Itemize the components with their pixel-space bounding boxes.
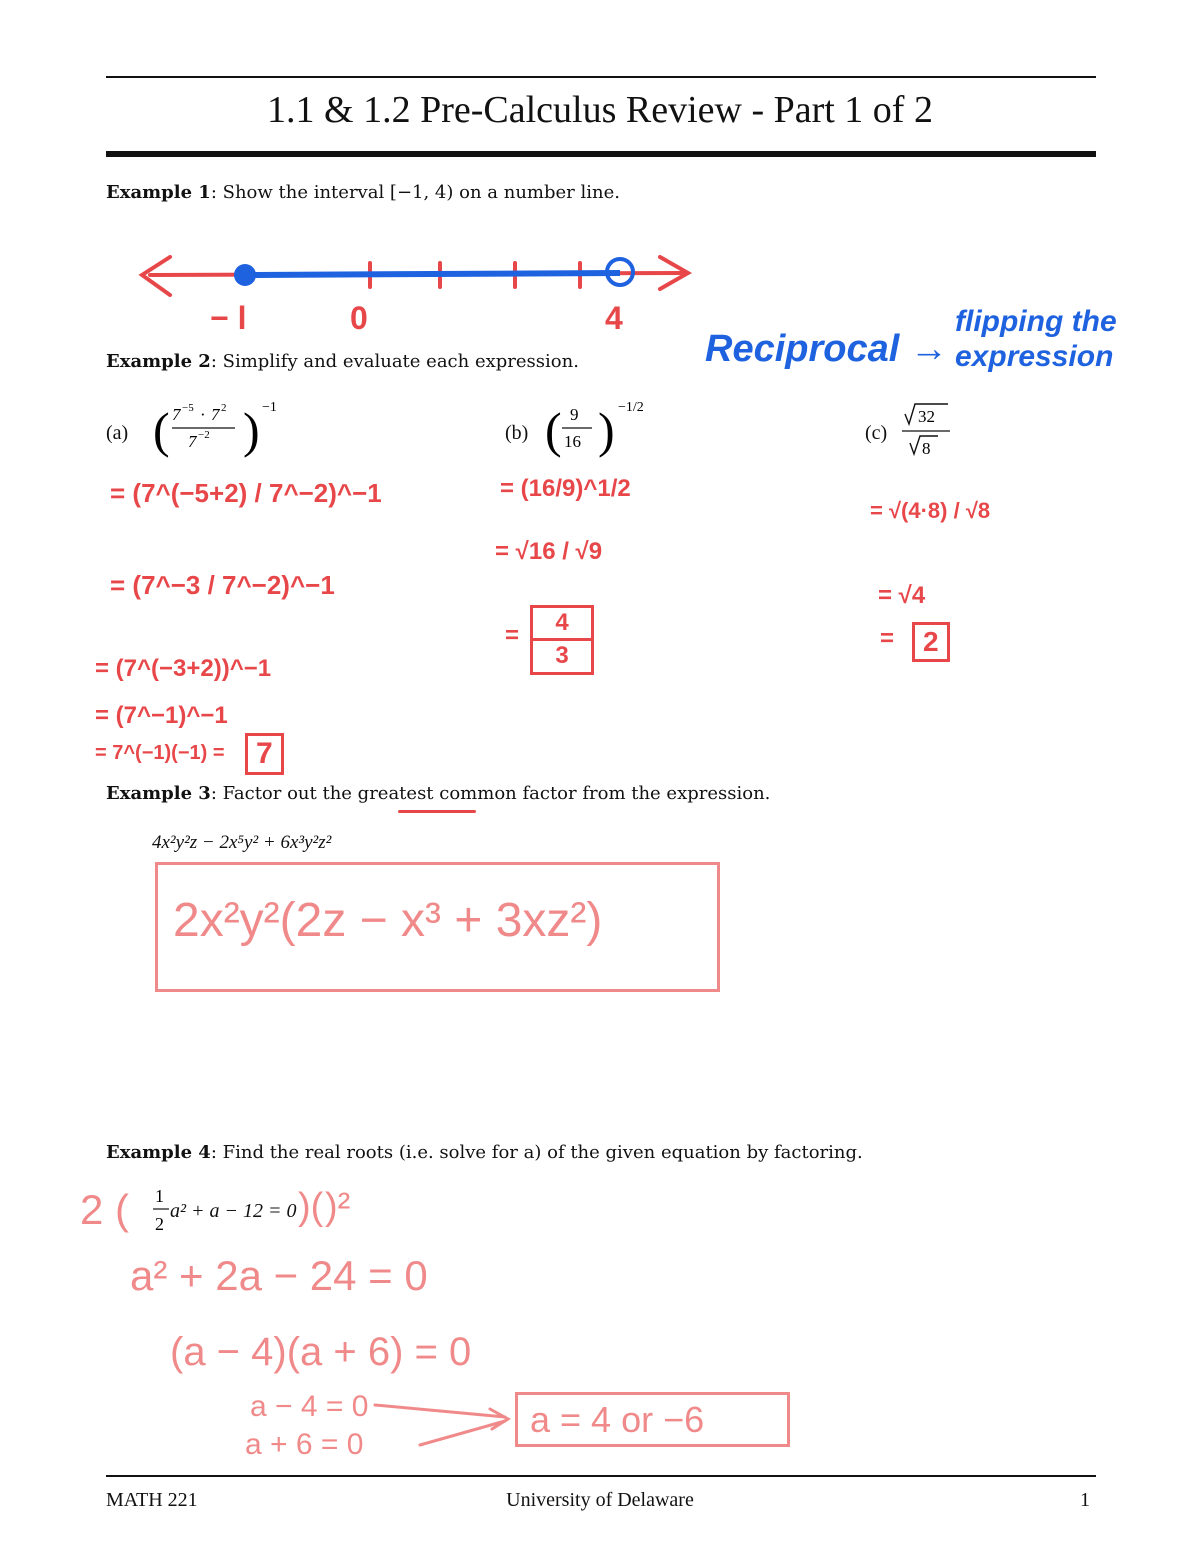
example-2-text: : Simplify and evaluate each expression. [210, 351, 579, 372]
example-4-step-2: (a − 4)(a + 6) = 0 [170, 1330, 472, 1374]
footer-school: University of Delaware [506, 1489, 694, 1511]
example-4-arrows [370, 1395, 520, 1455]
svg-text:16: 16 [564, 432, 581, 451]
part-a-step-1: = (7^(−5+2) / 7^−2)^−1 [110, 478, 382, 508]
example-3-answer-box [155, 862, 720, 992]
example-3-answer: 2x²y²(2z − x³ + 3xz²) [173, 894, 603, 947]
tick-label-four: 4 [605, 300, 623, 336]
part-b-label: (b) [505, 422, 529, 444]
part-a-step-4: = (7^−1)^−1 [95, 702, 228, 729]
closed-endpoint [234, 264, 256, 286]
example-2-label: Example 2 [106, 351, 211, 372]
part-a-step-2: = (7^−3 / 7^−2)^−1 [110, 570, 335, 600]
svg-text:(: ( [545, 402, 562, 458]
svg-text:2: 2 [155, 1214, 164, 1234]
example-4-step-3a: a − 4 = 0 [250, 1390, 369, 1423]
svg-text:−2: −2 [198, 429, 210, 441]
example-1-prompt [106, 182, 620, 203]
part-a-answer: 7 [245, 733, 284, 775]
footer-page-number: 1 [1080, 1489, 1090, 1511]
svg-text:(: ( [153, 402, 170, 458]
part-b-step-1: = (16/9)^1/2 [500, 475, 631, 502]
example-1-label: Example 1 [106, 182, 211, 203]
example-4-squared: )² [325, 1186, 351, 1228]
part-c-answer: 2 [912, 622, 950, 662]
part-b-step-3: = [505, 622, 520, 649]
part-c-step-3: = [880, 625, 895, 652]
part-a-step-5: = 7^(−1)(−1) = [95, 742, 225, 764]
part-c-step-2: = √4 [878, 582, 926, 609]
svg-text:7: 7 [188, 432, 197, 451]
svg-text:7: 7 [172, 405, 181, 424]
svg-text:·: · [200, 405, 206, 424]
svg-text:7: 7 [211, 405, 220, 424]
part-b-step-2: = √16 / √9 [495, 538, 603, 565]
example-4-prompt [106, 1142, 863, 1163]
reciprocal-note: Reciprocal → [705, 328, 948, 370]
svg-text:−1: −1 [262, 400, 277, 415]
svg-text:1: 1 [155, 1186, 164, 1206]
tick-label-zero: 0 [350, 300, 368, 336]
part-a-label: (a) [106, 422, 129, 444]
example-4-answer-box [515, 1392, 790, 1447]
example-4-equation: a² + a − 12 = 0 [170, 1200, 297, 1222]
svg-text:2: 2 [221, 402, 227, 414]
example-3-expression: 4x²y²z − 2x⁵y² + 6x³y²z² [152, 832, 332, 853]
greatest-underline [398, 810, 476, 813]
part-b-answer-box [530, 605, 594, 675]
example-3-text: : Factor out the greatest common factor from the expression. [210, 783, 771, 804]
part-b-expression [540, 395, 660, 470]
title-rule [106, 151, 1096, 157]
example-4-step-1: a² + 2a − 24 = 0 [130, 1252, 428, 1299]
example-4-label: Example 4 [106, 1142, 211, 1163]
part-a-expression [145, 395, 295, 470]
part-c-expression [900, 398, 960, 466]
example-4-close-paren: )( [298, 1186, 324, 1228]
svg-text:): ) [243, 402, 260, 458]
top-rule [106, 76, 1096, 78]
tick-label-minus-one: − l [210, 300, 247, 336]
part-a-step-3: = (7^(−3+2))^−1 [95, 655, 272, 682]
part-c-step-1: = √(4·8) / √8 [870, 498, 991, 523]
example-4-step-3b: a + 6 = 0 [245, 1428, 364, 1461]
svg-text:8: 8 [922, 439, 931, 458]
example-4-text: : Find the real roots (i.e. solve for a) of the given equation by factoring. [210, 1142, 863, 1163]
svg-text:9: 9 [570, 405, 579, 424]
example-4-multiplier: 2 ( [80, 1186, 130, 1233]
part-c-label: (c) [865, 422, 888, 444]
svg-text:32: 32 [918, 407, 935, 426]
footer-rule [106, 1475, 1096, 1477]
footer-course: MATH 221 [106, 1489, 198, 1511]
page-title: 1.1 & 1.2 Pre-Calculus Review - Part 1 of 2 [267, 89, 933, 131]
example-1-text: : Show the interval [−1, 4) on a number line. [210, 182, 620, 203]
reciprocal-note-3: expression [955, 340, 1114, 373]
svg-text:−1/2: −1/2 [618, 400, 644, 415]
example-3-prompt [106, 783, 770, 804]
part-b-answer-num: 4 [533, 608, 591, 641]
svg-text:): ) [598, 402, 615, 458]
example-4-answer: a = 4 or −6 [530, 1399, 705, 1440]
reciprocal-note-2: flipping the [955, 305, 1117, 338]
example-2-prompt [106, 351, 579, 372]
svg-text:−5: −5 [182, 402, 194, 414]
part-b-answer-den: 3 [555, 642, 569, 669]
example-3-label: Example 3 [106, 783, 211, 804]
